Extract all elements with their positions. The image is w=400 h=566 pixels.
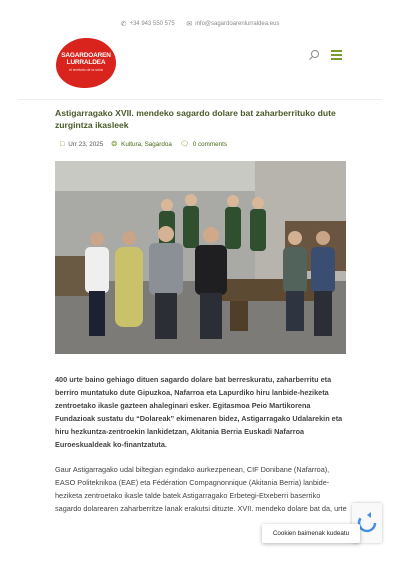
article-lead-paragraph: 400 urte baino gehiago dituen sagardo dolare bat berreskuratu, zaharberritu eta berriro muntatuko dute Gipuzkoa, Nafarroa eta Lapurdiko hiru lanbide-heziketa zentroetako ikasle gazteen ahaleginari esker. Egitasmoa Peio Martikorena Fundazioak sustatu du “Dolareak” ekimenaren bidez, Astigarragako Udalarekin eta hiru hezkuntza-zentroekin lankidetzan, Akitania Berria Euskadi Nafarroa Euroeskualdeak ko-finantzatuta. <box>55 375 343 449</box>
categories-link[interactable]: Kultura, Sagardoa <box>121 140 172 148</box>
comments-icon: 🗨 <box>179 141 189 148</box>
date-text: Urr 23, 2025 <box>68 140 104 148</box>
phone-contact[interactable] <box>121 20 175 28</box>
phone-number: +34 943 550 575 <box>129 21 175 27</box>
phone-icon: ✆ <box>120 21 127 28</box>
featured-image <box>55 161 346 354</box>
article-date <box>60 141 103 148</box>
group-photo-illustration <box>55 161 346 354</box>
email-address: info@sagardoarenlurraldea.eus <box>195 21 280 27</box>
site-header <box>18 34 382 100</box>
calendar-icon: □ <box>60 140 65 148</box>
email-contact[interactable] <box>186 20 279 28</box>
tag-icon: ❂ <box>111 141 118 148</box>
search-icon <box>308 49 320 61</box>
hamburger-menu-icon[interactable] <box>331 50 343 60</box>
logo-text-line1: SAGARDOAREN <box>61 52 111 59</box>
article-categories <box>111 140 172 148</box>
article-paragraph: Gaur Astigarragako udal biltegian egindako aurkezpenean, CIF Donibane (Nafarroa), EASO Politeknikoa (EAE) eta Fédération Compagnonnique (Akitania Berria) lanbide-heziketa zentroetako ikasle talde batek Astigarragako Erbetegi-Etxeberri baserriko sagardo dolarearen zaharberritze lanak erakutsi dituzte. XVII. mendeko dolare bat da, urte <box>55 465 347 513</box>
site-logo[interactable] <box>56 38 116 88</box>
article-title: Astigarragako XVII. mendeko sagardo dolare bat zaharberrituko dute zurgintza ikasleek <box>55 108 336 130</box>
envelope-icon: ✉ <box>186 21 193 28</box>
cookie-settings-button[interactable]: Cookien baimenak kudeatu <box>262 524 360 543</box>
search-button[interactable] <box>308 48 320 60</box>
comments-link[interactable]: 0 comments <box>192 140 228 148</box>
article-meta <box>60 140 350 148</box>
logo-tagline: el territorio de la sidra <box>69 68 103 72</box>
top-contact-bar <box>0 20 400 28</box>
logo-text-line2: LURRALDEA <box>66 59 106 66</box>
article-comments <box>180 140 227 148</box>
